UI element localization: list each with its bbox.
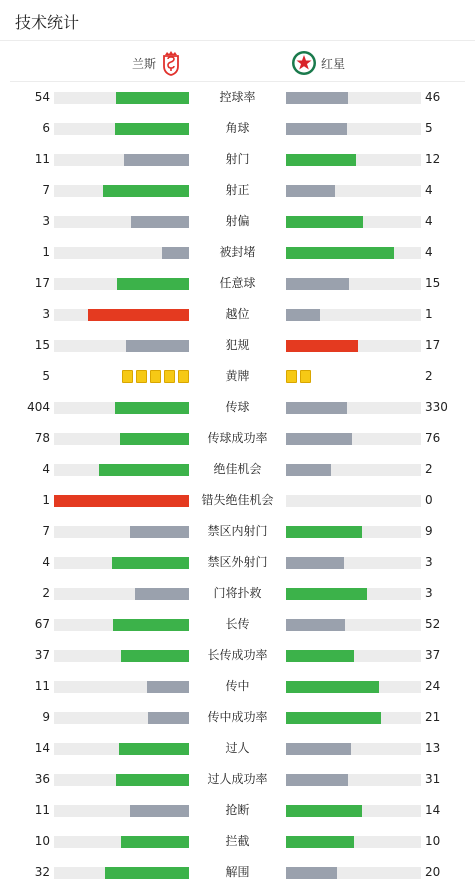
stat-label: 禁区内射门 bbox=[207, 524, 268, 538]
yellow-card-icon bbox=[164, 370, 175, 383]
home-stat-value: 37 bbox=[34, 648, 50, 662]
home-stat-value: 10 bbox=[34, 834, 50, 848]
home-stat-bar-fill bbox=[130, 526, 189, 538]
away-stat-value: 37 bbox=[425, 648, 441, 662]
away-stat-bar bbox=[286, 650, 421, 662]
stat-label: 控球率 bbox=[219, 90, 256, 104]
away-stat-value: 4 bbox=[425, 245, 433, 259]
away-stat-bar bbox=[286, 247, 421, 259]
yellow-card-icon bbox=[300, 370, 311, 383]
home-stat-bar bbox=[54, 92, 189, 104]
stat-label: 传中成功率 bbox=[207, 710, 268, 724]
away-stat-bar-fill bbox=[286, 557, 344, 569]
stat-row bbox=[0, 299, 475, 330]
stat-label: 角球 bbox=[225, 121, 250, 135]
away-stat-value: 20 bbox=[425, 865, 441, 879]
stat-row bbox=[0, 764, 475, 795]
home-stat-bar-fill bbox=[162, 247, 189, 259]
home-stat-bar-fill bbox=[119, 743, 189, 755]
away-stat-bar-fill bbox=[286, 743, 351, 755]
stat-label: 任意球 bbox=[219, 276, 256, 290]
away-stat-bar bbox=[286, 340, 421, 352]
home-stat-bar-fill bbox=[131, 216, 189, 228]
home-stat-bar bbox=[54, 681, 189, 693]
away-stat-bar-fill bbox=[286, 340, 358, 352]
home-stat-bar bbox=[54, 433, 189, 445]
home-stat-bar-fill bbox=[103, 185, 189, 197]
home-stat-value: 11 bbox=[34, 679, 50, 693]
away-stat-bar bbox=[286, 154, 421, 166]
stat-row bbox=[0, 485, 475, 516]
home-stat-value: 11 bbox=[34, 803, 50, 817]
home-stat-bar-fill bbox=[126, 340, 189, 352]
away-stat-value: 3 bbox=[425, 586, 433, 600]
away-stat-bar bbox=[286, 402, 421, 414]
home-stat-bar-fill bbox=[116, 92, 189, 104]
home-stat-bar bbox=[54, 464, 189, 476]
home-stat-value: 6 bbox=[42, 121, 50, 135]
home-stat-value: 9 bbox=[42, 710, 50, 724]
away-stat-bar bbox=[286, 588, 421, 600]
stat-row bbox=[0, 268, 475, 299]
stat-row bbox=[0, 330, 475, 361]
away-stat-bar bbox=[286, 681, 421, 693]
home-stat-bar bbox=[54, 309, 189, 321]
stat-label: 过人成功率 bbox=[207, 772, 268, 786]
home-stat-value: 67 bbox=[34, 617, 50, 631]
stat-row bbox=[0, 392, 475, 423]
away-stat-bar bbox=[286, 278, 421, 290]
stat-label: 越位 bbox=[225, 307, 250, 321]
away-stat-value: 46 bbox=[425, 90, 441, 104]
stat-row bbox=[0, 857, 475, 888]
home-stat-bar bbox=[54, 743, 189, 755]
away-stat-value: 1 bbox=[425, 307, 433, 321]
stat-label: 绝佳机会 bbox=[213, 462, 262, 476]
home-stat-bar bbox=[54, 216, 189, 228]
away-stat-bar-fill bbox=[286, 650, 354, 662]
away-stat-bar-fill bbox=[286, 774, 348, 786]
stat-row bbox=[0, 609, 475, 640]
stat-row bbox=[0, 82, 475, 113]
away-stat-value: 52 bbox=[425, 617, 441, 631]
stat-row bbox=[0, 671, 475, 702]
stat-label: 禁区外射门 bbox=[207, 555, 268, 569]
home-stat-value: 5 bbox=[42, 369, 50, 383]
away-stat-bar bbox=[286, 216, 421, 228]
home-stat-bar bbox=[54, 774, 189, 786]
home-stat-value: 32 bbox=[34, 865, 50, 879]
home-stat-bar bbox=[54, 805, 189, 817]
away-stat-bar bbox=[286, 123, 421, 135]
home-stat-value: 4 bbox=[42, 462, 50, 476]
home-stat-value: 11 bbox=[34, 152, 50, 166]
away-stat-bar bbox=[286, 619, 421, 631]
home-stat-value: 7 bbox=[42, 524, 50, 538]
stat-row bbox=[0, 361, 475, 392]
stat-label: 拦截 bbox=[225, 834, 250, 848]
home-stat-bar-fill bbox=[116, 774, 189, 786]
home-stat-value: 404 bbox=[27, 400, 50, 414]
home-stat-value: 15 bbox=[34, 338, 50, 352]
away-stat-bar bbox=[286, 433, 421, 445]
away-stat-bar-fill bbox=[286, 309, 320, 321]
away-stat-value: 4 bbox=[425, 183, 433, 197]
home-stat-bar bbox=[54, 557, 189, 569]
stat-row bbox=[0, 237, 475, 268]
away-stat-value: 3 bbox=[425, 555, 433, 569]
home-stat-bar-fill bbox=[54, 495, 189, 507]
away-stat-bar bbox=[286, 774, 421, 786]
home-stat-bar bbox=[54, 650, 189, 662]
away-stat-bar-fill bbox=[286, 216, 363, 228]
away-stat-bar-fill bbox=[286, 712, 381, 724]
home-stat-value: 3 bbox=[42, 214, 50, 228]
yellow-card-icon bbox=[286, 370, 297, 383]
home-stat-value: 7 bbox=[42, 183, 50, 197]
home-stat-bar-fill bbox=[120, 433, 189, 445]
away-stat-value: 13 bbox=[425, 741, 441, 755]
stat-row bbox=[0, 795, 475, 826]
stat-row bbox=[0, 175, 475, 206]
stat-label: 传球 bbox=[225, 400, 250, 414]
away-stat-bar bbox=[286, 495, 421, 507]
home-stat-bar-fill bbox=[117, 278, 189, 290]
away-stat-value: 14 bbox=[425, 803, 441, 817]
home-stat-value: 54 bbox=[34, 90, 50, 104]
stat-label: 解围 bbox=[225, 865, 250, 879]
home-stat-bar bbox=[54, 154, 189, 166]
home-stat-bar-fill bbox=[88, 309, 189, 321]
home-stat-value: 17 bbox=[34, 276, 50, 290]
away-stat-value: 330 bbox=[425, 400, 448, 414]
away-stat-bar bbox=[286, 836, 421, 848]
home-stat-bar-fill bbox=[121, 650, 189, 662]
away-stat-bar bbox=[286, 185, 421, 197]
away-stat-bar-fill bbox=[286, 464, 331, 476]
stat-row bbox=[0, 206, 475, 237]
stat-row bbox=[0, 733, 475, 764]
away-stat-bar bbox=[286, 557, 421, 569]
stat-label: 传中 bbox=[225, 679, 250, 693]
stat-label: 错失绝佳机会 bbox=[201, 493, 274, 507]
away-stat-bar-fill bbox=[286, 619, 345, 631]
stat-label: 门将扑救 bbox=[213, 586, 262, 600]
away-stat-bar bbox=[286, 867, 421, 879]
away-team-name: 红星 bbox=[321, 56, 346, 71]
home-stat-bar bbox=[54, 123, 189, 135]
home-stat-bar bbox=[54, 836, 189, 848]
home-yellow-cards bbox=[122, 370, 189, 383]
home-stat-bar bbox=[54, 402, 189, 414]
stat-label: 传球成功率 bbox=[207, 431, 268, 445]
away-stat-bar bbox=[286, 92, 421, 104]
home-stat-bar-fill bbox=[121, 836, 189, 848]
away-stat-value: 4 bbox=[425, 214, 433, 228]
home-stat-value: 2 bbox=[42, 586, 50, 600]
home-stat-bar bbox=[54, 867, 189, 879]
teams-header bbox=[10, 41, 465, 82]
away-stat-value: 2 bbox=[425, 462, 433, 476]
home-stat-bar bbox=[54, 588, 189, 600]
home-stat-value: 78 bbox=[34, 431, 50, 445]
stat-label: 长传 bbox=[225, 617, 250, 631]
home-stat-value: 3 bbox=[42, 307, 50, 321]
stat-label: 黄牌 bbox=[225, 369, 250, 383]
away-stat-value: 24 bbox=[425, 679, 441, 693]
home-stat-bar bbox=[54, 619, 189, 631]
home-stat-bar-fill bbox=[130, 805, 189, 817]
away-stat-bar bbox=[286, 805, 421, 817]
stat-row bbox=[0, 702, 475, 733]
home-stat-value: 14 bbox=[34, 741, 50, 755]
away-stat-value: 21 bbox=[425, 710, 441, 724]
home-stat-bar-fill bbox=[148, 712, 189, 724]
away-stat-value: 5 bbox=[425, 121, 433, 135]
home-stat-bar-fill bbox=[115, 402, 189, 414]
stat-label: 犯规 bbox=[225, 338, 250, 352]
away-stat-value: 31 bbox=[425, 772, 441, 786]
stat-row bbox=[0, 516, 475, 547]
stat-label: 过人 bbox=[225, 741, 250, 755]
home-stat-bar bbox=[54, 278, 189, 290]
home-stat-bar bbox=[54, 185, 189, 197]
away-stat-bar bbox=[286, 712, 421, 724]
away-stat-value: 10 bbox=[425, 834, 441, 848]
away-stat-value: 12 bbox=[425, 152, 441, 166]
away-stat-bar bbox=[286, 464, 421, 476]
stat-label: 长传成功率 bbox=[207, 648, 268, 662]
away-stat-bar-fill bbox=[286, 402, 347, 414]
home-stat-bar-fill bbox=[113, 619, 189, 631]
stat-row bbox=[0, 640, 475, 671]
home-stat-bar-fill bbox=[115, 123, 189, 135]
away-stat-bar-fill bbox=[286, 185, 335, 197]
away-stat-bar-fill bbox=[286, 588, 367, 600]
away-stat-bar-fill bbox=[286, 154, 356, 166]
away-stat-bar-fill bbox=[286, 433, 352, 445]
away-stat-bar-fill bbox=[286, 92, 348, 104]
away-stat-value: 9 bbox=[425, 524, 433, 538]
away-stat-bar bbox=[286, 526, 421, 538]
stat-row bbox=[0, 454, 475, 485]
yellow-card-icon bbox=[150, 370, 161, 383]
home-stat-bar bbox=[54, 495, 189, 507]
away-stat-bar-fill bbox=[286, 123, 347, 135]
stat-label: 射正 bbox=[225, 183, 250, 197]
away-stat-bar-fill bbox=[286, 681, 379, 693]
stat-row bbox=[0, 144, 475, 175]
home-stat-bar bbox=[54, 712, 189, 724]
home-team-name: 兰斯 bbox=[131, 56, 156, 71]
away-stat-bar-fill bbox=[286, 867, 337, 879]
home-stat-value: 1 bbox=[42, 493, 50, 507]
away-stat-value: 76 bbox=[425, 431, 441, 445]
home-stat-bar-fill bbox=[105, 867, 189, 879]
away-stat-bar bbox=[286, 743, 421, 755]
yellow-card-icon bbox=[136, 370, 147, 383]
stat-row bbox=[0, 113, 475, 144]
away-stat-value: 15 bbox=[425, 276, 441, 290]
home-stat-bar-fill bbox=[112, 557, 189, 569]
home-stat-value: 36 bbox=[34, 772, 50, 786]
stat-row bbox=[0, 578, 475, 609]
home-stat-bar-fill bbox=[147, 681, 189, 693]
stat-label: 被封堵 bbox=[219, 245, 256, 259]
away-stat-bar bbox=[286, 309, 421, 321]
home-stat-bar-fill bbox=[124, 154, 189, 166]
yellow-card-icon bbox=[178, 370, 189, 383]
home-stat-value: 1 bbox=[42, 245, 50, 259]
home-stat-bar-fill bbox=[99, 464, 189, 476]
away-stat-value: 0 bbox=[425, 493, 433, 507]
away-stat-value: 17 bbox=[425, 338, 441, 352]
stat-row bbox=[0, 547, 475, 578]
reims-crest-icon bbox=[162, 50, 180, 76]
home-stat-bar bbox=[54, 247, 189, 259]
away-stat-bar-fill bbox=[286, 805, 362, 817]
away-stat-bar-fill bbox=[286, 278, 349, 290]
home-stat-value: 4 bbox=[42, 555, 50, 569]
home-stat-bar bbox=[54, 340, 189, 352]
stat-label: 抢断 bbox=[225, 803, 250, 817]
away-stat-value: 2 bbox=[425, 369, 433, 383]
yellow-card-icon bbox=[122, 370, 133, 383]
red-star-crest-icon bbox=[291, 50, 317, 76]
page-title: 技术统计 bbox=[15, 13, 80, 32]
home-stat-bar bbox=[54, 526, 189, 538]
away-stat-bar-fill bbox=[286, 247, 394, 259]
away-team[interactable] bbox=[291, 50, 345, 76]
stat-row bbox=[0, 423, 475, 454]
away-stat-bar-fill bbox=[286, 836, 354, 848]
stat-row bbox=[0, 826, 475, 857]
stat-label: 射门 bbox=[225, 152, 250, 166]
stat-label: 射偏 bbox=[225, 214, 250, 228]
page-header bbox=[0, 0, 475, 41]
away-stat-bar-fill bbox=[286, 526, 362, 538]
home-stat-bar-fill bbox=[135, 588, 189, 600]
away-yellow-cards bbox=[286, 370, 311, 383]
home-team[interactable] bbox=[132, 50, 180, 76]
